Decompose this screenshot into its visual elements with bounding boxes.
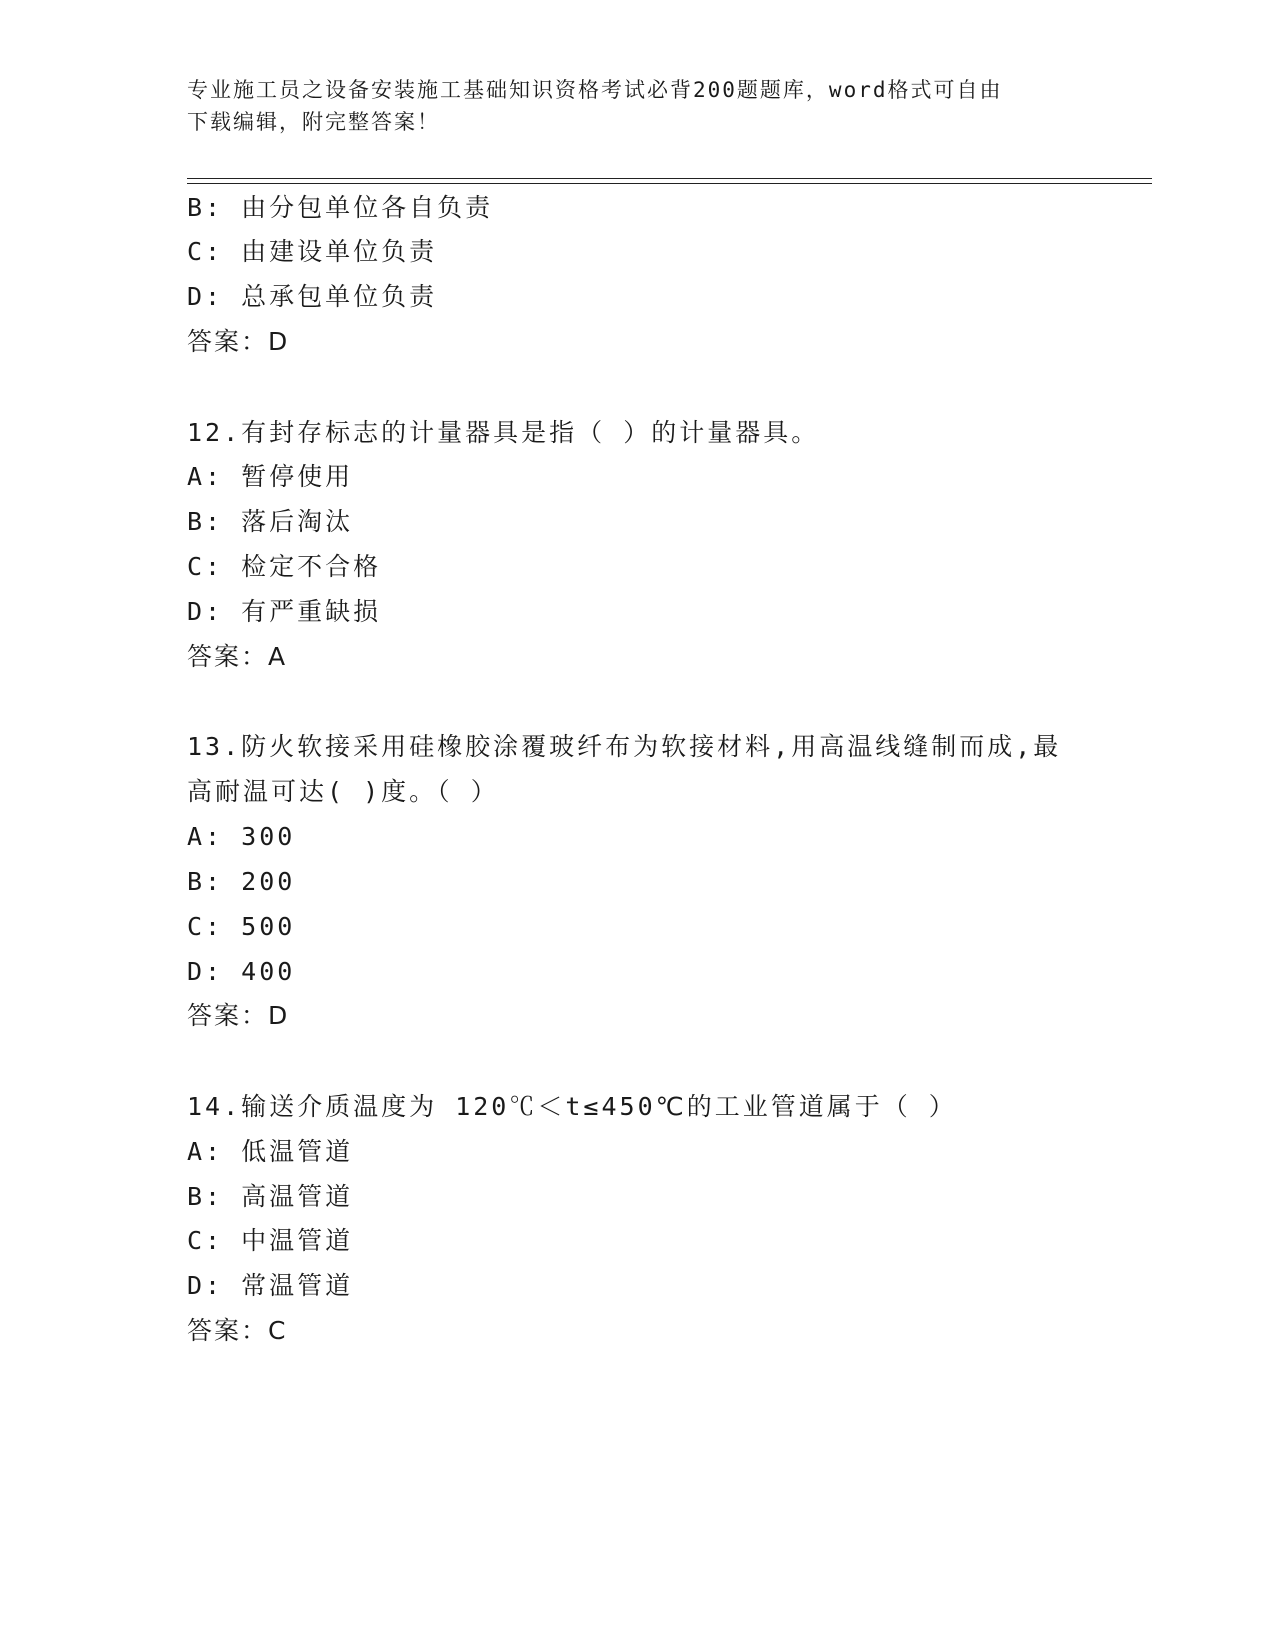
q12-answer: 答案：A [187, 642, 288, 671]
header-divider-top [187, 178, 1152, 179]
q14-option-a: A: 低温管道 [187, 1137, 354, 1166]
header-line-2: 下载编辑，附完整答案！ [187, 110, 440, 134]
q14-answer: 答案：C [187, 1316, 288, 1345]
q13-option-d: D: 400 [187, 957, 296, 986]
q13-option-a: A: 300 [187, 822, 296, 851]
q11-option-b: B: 由分包单位各自负责 [187, 193, 494, 222]
q14-option-b: B: 高温管道 [187, 1182, 354, 1211]
q12-option-b: B: 落后淘汰 [187, 507, 354, 536]
q13-option-b: B: 200 [187, 867, 296, 896]
q13-question-line-2: 高耐温可达( )度。（ ） [187, 777, 499, 806]
q13-answer: 答案：D [187, 1001, 290, 1030]
q12-option-a: A: 暂停使用 [187, 462, 354, 491]
q11-option-c: C: 由建设单位负责 [187, 237, 438, 266]
q11-option-d: D: 总承包单位负责 [187, 282, 438, 311]
header-divider-bottom [187, 183, 1152, 184]
header-line-1: 专业施工员之设备安装施工基础知识资格考试必背200题题库，word格式可自由 [187, 78, 1003, 102]
q14-option-c: C: 中温管道 [187, 1226, 354, 1255]
q12-option-d: D: 有严重缺损 [187, 597, 382, 626]
q12-question: 12.有封存标志的计量器具是指（ ）的计量器具。 [187, 418, 820, 447]
q14-option-d: D: 常温管道 [187, 1271, 354, 1300]
q12-option-c: C: 检定不合格 [187, 552, 382, 581]
document-header [187, 74, 1067, 138]
q13-option-c: C: 500 [187, 912, 296, 941]
q11-answer: 答案：D [187, 327, 290, 356]
q14-question: 14.输送介质温度为 120℃＜t≤450℃的工业管道属于（ ） [187, 1092, 957, 1121]
q13-question-line-1: 13.防火软接采用硅橡胶涂覆玻纤布为软接材料,用高温线缝制而成,最 [187, 732, 1062, 761]
